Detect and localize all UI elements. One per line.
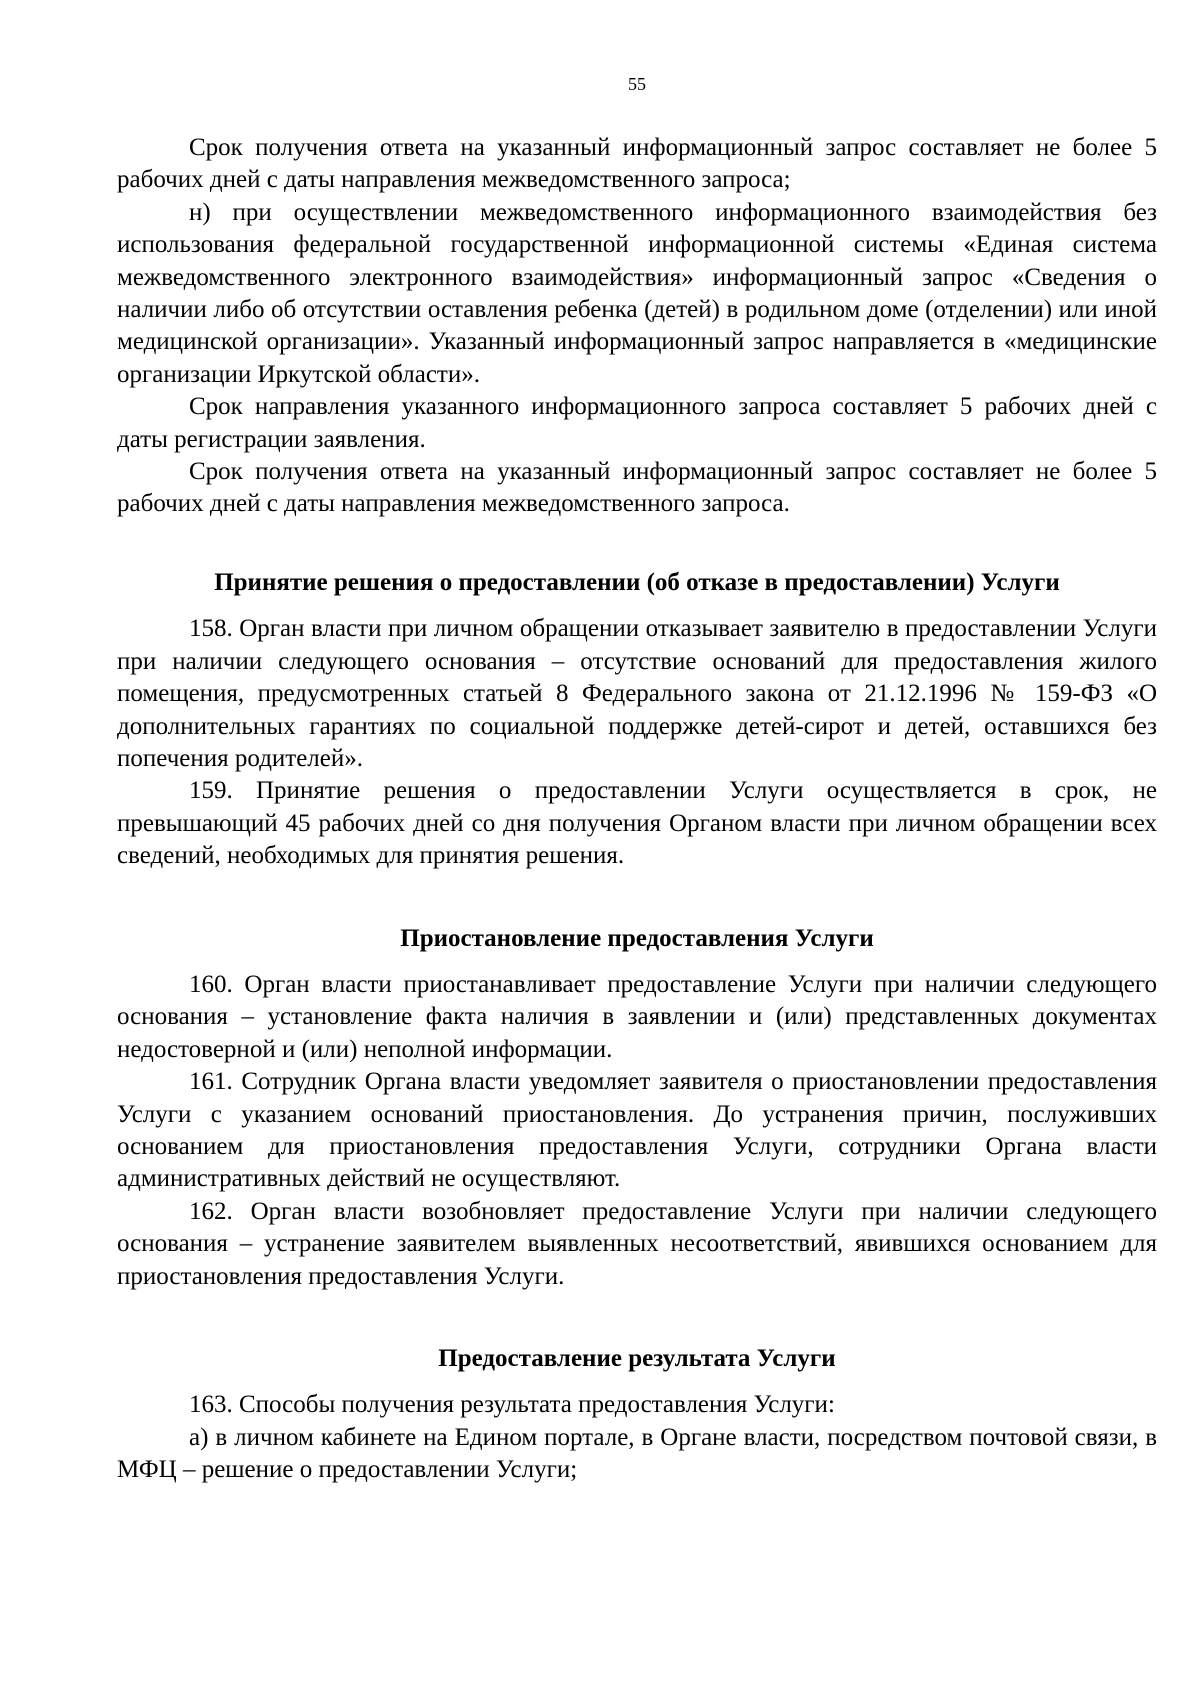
paragraph-160: 160. Орган власти приостанавливает предоставление Услуги при наличии следующего основания – установление факта наличия в заявлении и (или) представленных документах недостоверной и (или) неполной информации. [117,970,1157,1063]
paragraph-159: 159. Принятие решения о предоставлении Услуги осуществляется в срок, не превышающий 45 рабочих дней со дня получения Органом власти при личном обращении всех сведений, необходимых для принятия решения. [117,777,1157,870]
paragraph: Срок получения ответа на указанный информационный запрос составляет не более 5 рабочих дней с даты направления межведомственного запроса. [117,458,1157,518]
section-heading-result: Предоставление результата Услуги [438,1345,836,1372]
paragraph: Срок получения ответа на указанный информационный запрос составляет не более 5 рабочих дней с даты направления межведомственного запроса; [117,134,1157,194]
paragraph-163a: а) в личном кабинете на Едином портале, в Органе власти, посредством почтовой связи, в МФЦ – решение о предоставлении Услуги; [117,1423,1157,1484]
paragraph-162: 162. Орган власти возобновляет предоставление Услуги при наличии следующего основания – устранение заявителем выявленных несоответствий, явившихся основанием для приостановления предоставления Услуги. [117,1197,1157,1290]
paragraph: Срок направления указанного информационного запроса составляет 5 рабочих дней с даты регистрации заявления. [117,393,1157,453]
document-page [117,0,1157,1487]
section-heading-suspension: Приостановление предоставления Услуги [400,924,874,952]
paragraph-163: 163. Способы получения результата предоставления Услуги: [189,1391,835,1419]
paragraph: н) при осуществлении межведомственного информационного взаимодействия без использования федеральной государственной информационной системы «Единая система межведомственного электронного взаимодействия» информационный запрос «Сведения о наличии либо об отсутствии оставления ребенка (детей) в родильном доме (отделении) или иной медицинской организации». Указанный информационный запрос направляется в «медицинские организации Иркутской области». [117,198,1157,388]
paragraph-158: 158. Орган власти при личном обращении отказывает заявителю в предоставлении Услуги при наличии следующего основания – отсутствие оснований для предоставления жилого помещения, предусмотренных статьей 8 Федерального закона от 21.12.1996 № 159-ФЗ «О дополнительных гарантиях по социальной поддержке детей-сирот и детей, оставшихся без попечения родителей». [117,615,1157,772]
paragraph-161: 161. Сотрудник Органа власти уведомляет заявителя о приостановлении предоставления Услуги с указанием оснований приостановления. До устранения причин, послуживших основанием для приостановления предоставления Услуги, сотрудники Органа власти административных действий не осуществляют. [117,1068,1157,1193]
page-number: 55 [628,74,646,94]
section-heading-decision: Принятие решения о предоставлении (об отказе в предоставлении) Услуги [214,568,1060,596]
